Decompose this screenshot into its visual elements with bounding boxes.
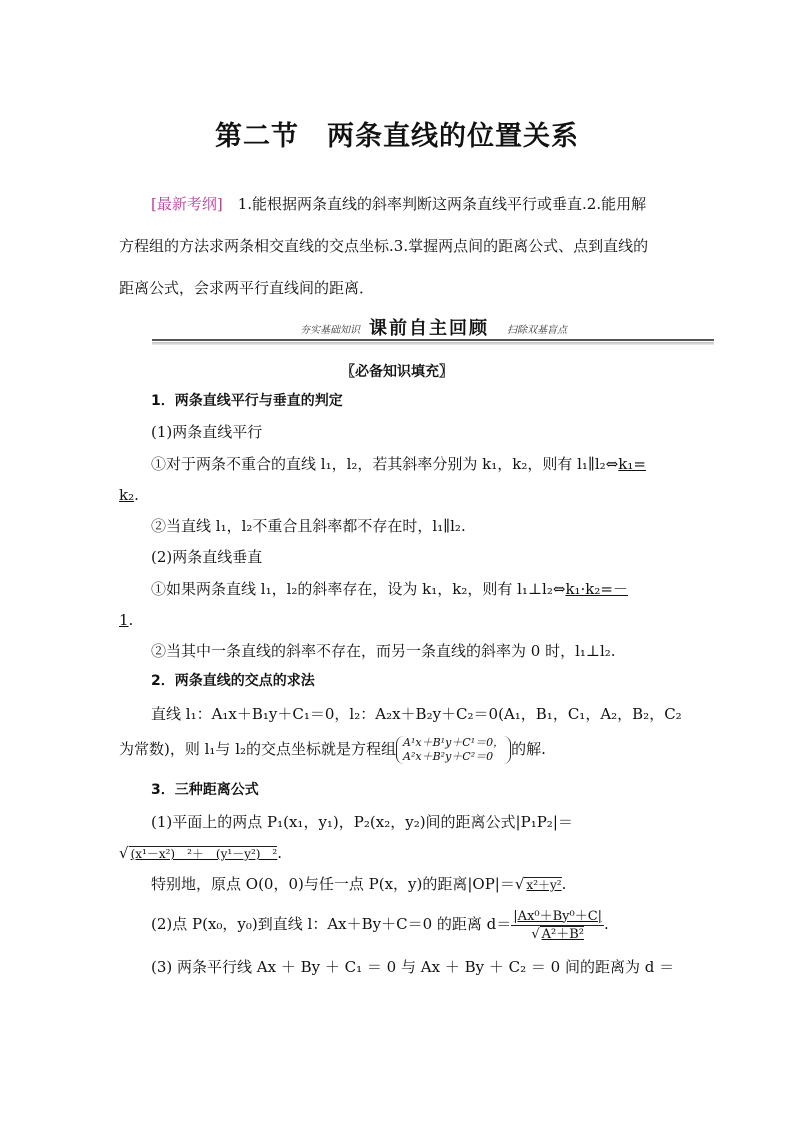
s1-p3-line2	[119, 609, 133, 631]
banner-right-text: 扫除双基盲点	[507, 325, 567, 336]
s1-sub2: (2)两条直线垂直	[151, 548, 263, 566]
fraction-denominator: √ A²＋B²	[531, 926, 584, 942]
s1-p3-answer: k₁·k₂=－	[565, 580, 628, 598]
s2-heading: 2．两条直线的交点的求法	[151, 673, 315, 689]
syllabus-line-1	[151, 193, 646, 215]
s2-line2	[119, 732, 546, 766]
banner-title: 课前自主回顾	[369, 318, 489, 339]
point-line-distance-fraction	[511, 908, 604, 943]
s3-line3	[151, 873, 566, 896]
s1-heading: 1．两条直线平行与垂直的判定	[151, 393, 343, 409]
s2-line2-text: 为常数)，则 l₁与 l₂的交点坐标就是方程组	[119, 740, 397, 758]
s1-p1-answer-cont: k₂	[119, 486, 135, 504]
s3-line1: (1)平面上的两点 P₁(x₁，y₁)，P₂(x₂，y₂)间的距离公式|P₁P₂|＝	[151, 813, 573, 831]
s3-line3-end: .	[561, 875, 567, 893]
system-eq-2: A²x＋B²y＋C²＝0	[403, 750, 494, 763]
s3-line4-text: (2)点 P(x₀，y₀)到直线 l：Ax＋By＋C＝0 的距离 d＝	[151, 915, 512, 933]
syllabus-tag: [最新考纲]	[151, 195, 223, 213]
s1-sub1: (1)两条直线平行	[151, 423, 263, 441]
section-heading: 〖必备知识填充〗	[341, 364, 453, 380]
s3-line4-end: .	[604, 915, 609, 933]
s1-p1-answer: k₁=	[618, 455, 646, 473]
op-distance-radicand: x²＋y²	[526, 878, 562, 892]
syllabus-line-2: 方程组的方法求两条相交直线的交点坐标.3.掌握两点间的距离公式、点到直线的	[119, 237, 649, 255]
s3-line4	[151, 902, 609, 946]
s1-p3-text: ①如果两条直线 l₁，l₂的斜率存在，设为 k₁，k₂，则有 l₁⊥l₂⇔	[151, 580, 566, 598]
s1-p4: ②当其中一条直线的斜率不存在，而另一条直线的斜率为 0 时，l₁⊥l₂.	[151, 642, 616, 660]
s1-p3-line1	[151, 578, 628, 600]
banner-shadow-rule	[152, 342, 714, 345]
sqrt-sign-2: √	[514, 875, 525, 893]
s3-line3-text: 特别地，原点 O(0，0)与任一点 P(x，y)的距离|OP|＝	[151, 875, 515, 893]
fraction-numerator: |Ax⁰＋By⁰＋C|	[513, 908, 603, 924]
page-title: 第二节 两条直线的位置关系	[215, 121, 579, 152]
s1-p2: ②当直线 l₁，l₂不重合且斜率都不存在时，l₁∥l₂.	[151, 517, 466, 535]
s1-p1-line1	[151, 453, 646, 475]
fraction-denominator-radicand: A²＋B²	[541, 926, 584, 942]
s1-p1-text: ①对于两条不重合的直线 l₁，l₂，若其斜率分别为 k₁，k₂，则有 l₁∥l₂⇔	[151, 455, 619, 473]
s2-line1: 直线 l₁：A₁x＋B₁y＋C₁＝0，l₂：A₂x＋B₂y＋C₂＝0(A₁，B₁，C₁，A₂，B₂，C₂	[151, 705, 682, 723]
syllabus-text-1: 1.能根据两条直线的斜率判断这两条直线平行或垂直.2.能用解	[222, 195, 647, 213]
s3-line5: (3) 两条平行线 Ax ＋ By ＋ C₁ ＝ 0 与 Ax ＋ By ＋ C₂ ＝ 0 间的距离为 d ＝	[151, 958, 675, 976]
sqrt-sign: √	[119, 844, 129, 862]
s3-heading: 3．三种距离公式	[151, 782, 259, 798]
banner-rule	[152, 339, 714, 341]
equation-system	[396, 736, 511, 764]
s3-line2	[119, 842, 282, 865]
s2-line2-end: 的解.	[511, 740, 546, 758]
banner-left-text: 夯实基础知识	[300, 325, 360, 336]
syllabus-line-3: 距离公式，会求两平行直线间的距离．	[119, 279, 375, 297]
system-eq-1: A¹x＋B¹y＋C¹＝0，	[403, 736, 505, 749]
s1-p3-end: .	[128, 611, 134, 629]
s3-line2-end: .	[277, 844, 283, 862]
section-banner	[152, 314, 714, 344]
distance-formula-radicand: (x¹－x²)＿²＋＿(y¹－y²)＿²	[130, 847, 278, 861]
s1-p1-end: .	[134, 486, 139, 504]
s1-p1-line2	[119, 484, 139, 506]
s1-p3-answer-cont: 1	[119, 611, 129, 629]
